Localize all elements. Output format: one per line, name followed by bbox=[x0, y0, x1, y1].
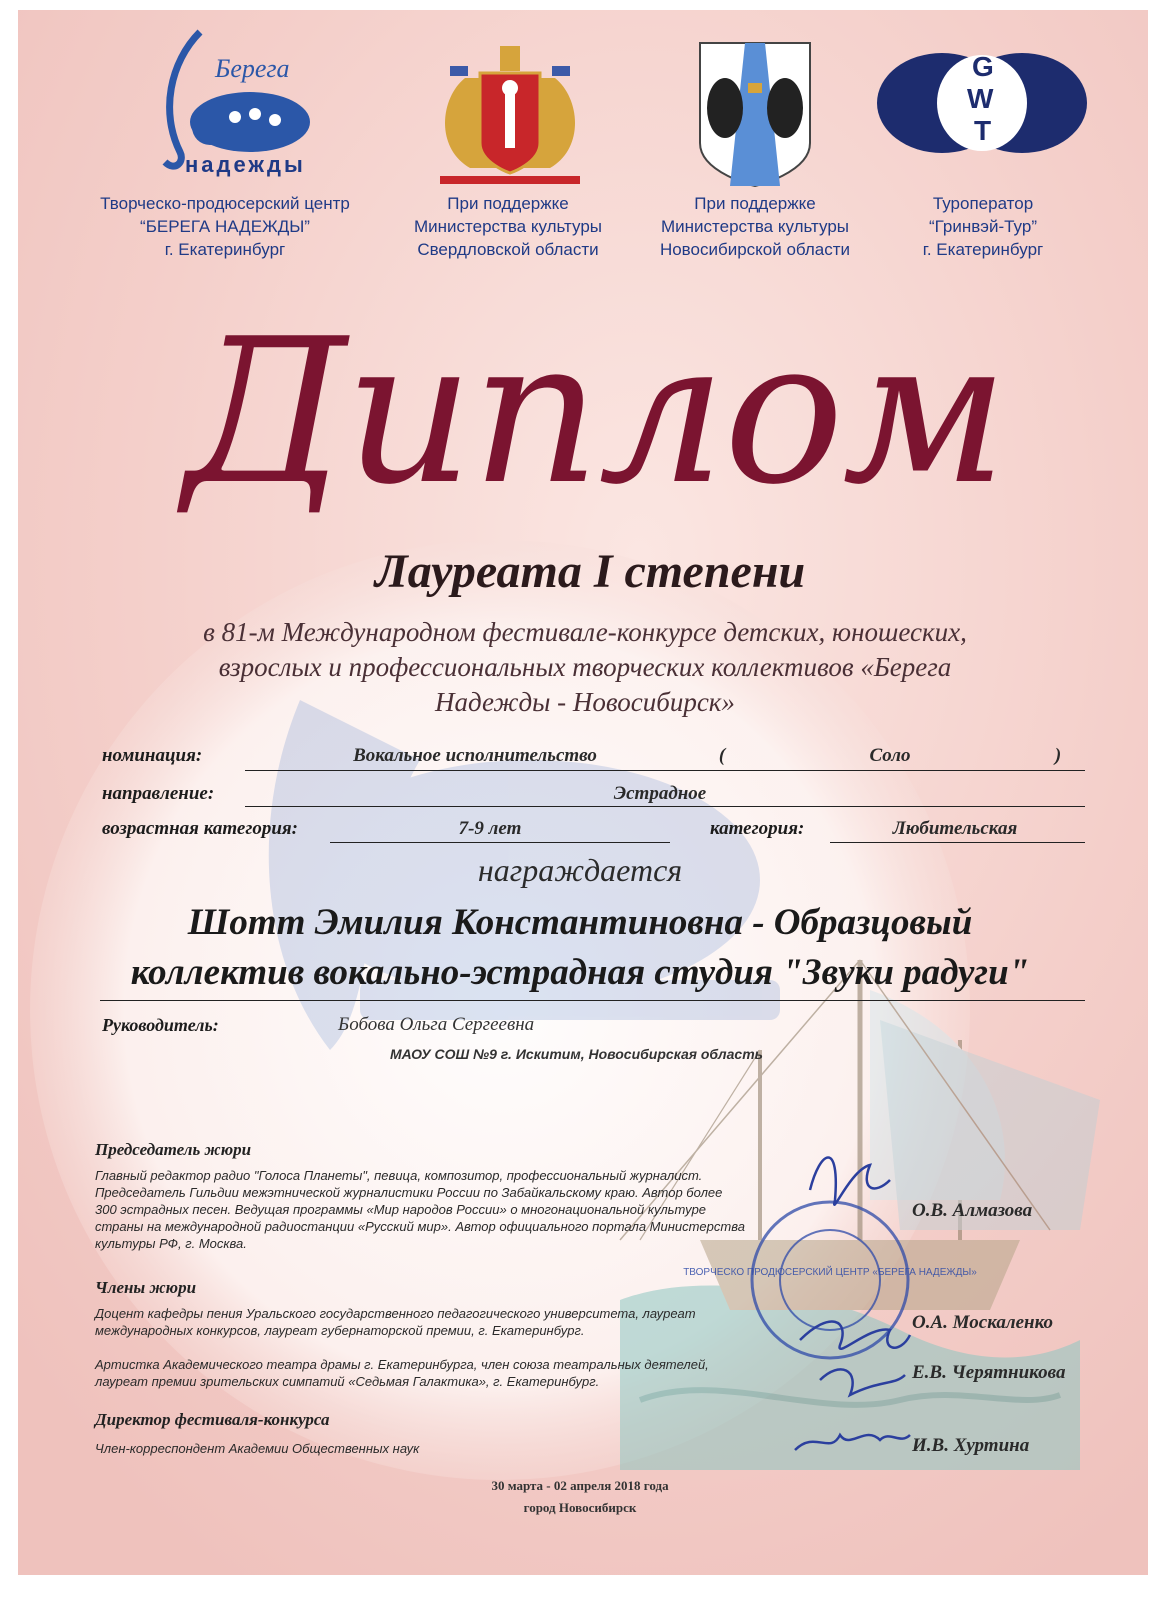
gwt-letter-t: T bbox=[974, 115, 992, 146]
jury-text-line: Председатель Гильдии межэтнической журналистики России по Забайкальскому краю. Автор более bbox=[95, 1185, 723, 1200]
logo-text-top: Берега bbox=[215, 54, 290, 83]
nomination-form: Соло bbox=[869, 745, 911, 766]
festival-line: в 81-м Международном фестивале-конкурсе детских, юношеских, bbox=[203, 617, 967, 647]
jury-chair-text bbox=[95, 1167, 815, 1252]
director-heading: Директор фестиваля-конкурса bbox=[95, 1410, 330, 1429]
caption-line: При поддержке bbox=[694, 194, 816, 213]
jury-text-line: лауреат премии зрительских симпатий «Седьмая Галактика», г. Екатеринбург. bbox=[95, 1374, 600, 1389]
recipient-underline bbox=[100, 1000, 1085, 1001]
sverdlovsk-coat-of-arms bbox=[410, 38, 610, 188]
festival-description bbox=[130, 615, 1040, 720]
caption-line: Туроператор bbox=[932, 194, 1034, 213]
category-label: категория: bbox=[710, 818, 805, 839]
festival-city: город Новосибирск bbox=[523, 1500, 637, 1515]
festival-dates: 30 марта - 02 апреля 2018 года bbox=[491, 1478, 669, 1493]
member2-name: Е.В. Черятникова bbox=[912, 1362, 1066, 1383]
age-category-value: 7-9 лет bbox=[458, 818, 522, 839]
direction-underline bbox=[245, 806, 1085, 807]
diploma-title: Диплом bbox=[184, 296, 1006, 529]
nomination-paren-close: ) bbox=[1054, 745, 1062, 766]
logo-text-bottom: надежды bbox=[185, 152, 306, 177]
gwt-letter-w: W bbox=[967, 83, 994, 114]
direction-label: направление: bbox=[102, 783, 215, 804]
recipient-line: Шотт Эмилия Константиновна - Образцовый bbox=[187, 902, 973, 943]
nomination-label: номинация: bbox=[102, 745, 203, 766]
category-value: Любительская bbox=[892, 818, 1018, 839]
chair-name: О.В. Алмазова bbox=[912, 1200, 1033, 1221]
nomination-underline bbox=[245, 770, 1085, 771]
jury-text-line: 300 эстрадных песен. Ведущая программы «Мир народов России» о многонациональной культуре bbox=[95, 1202, 707, 1217]
caption-line: Министерства культуры bbox=[413, 217, 602, 236]
caption-line: “БЕРЕГА НАДЕЖДЫ” bbox=[140, 217, 310, 236]
novosibirsk-coat-of-arms bbox=[690, 38, 820, 188]
caption-line: При поддержке bbox=[447, 194, 569, 213]
caption-line: Министерства культуры bbox=[660, 217, 849, 236]
jury-member2-text bbox=[95, 1356, 815, 1390]
nomination-paren-open: ( bbox=[718, 745, 726, 766]
director-name: И.В. Хуртина bbox=[912, 1435, 1030, 1456]
jury-text-line: Артистка Академического театра драмы г. Екатеринбурга, член союза театральных деятелей, bbox=[95, 1357, 709, 1372]
category-underline bbox=[830, 842, 1085, 843]
stamp-text: ТВОРЧЕСКО ПРОДЮСЕРСКИЙ ЦЕНТР «БЕРЕГА НАДЕЖДЫ» bbox=[683, 1267, 977, 1278]
jury-members-heading: Члены жюри bbox=[95, 1278, 197, 1297]
school-text: МАОУ СОШ №9 г. Искитим, Новосибирская область bbox=[390, 1046, 763, 1062]
jury-text-line: культуры РФ, г. Москва. bbox=[95, 1236, 247, 1251]
caption-line: г. Екатеринбург bbox=[922, 240, 1044, 259]
jury-member1-text bbox=[95, 1305, 815, 1339]
member1-name: О.А. Москаленко bbox=[912, 1312, 1053, 1333]
director-text bbox=[95, 1440, 815, 1457]
jury-chair-heading: Председатель жюри bbox=[95, 1140, 252, 1159]
diploma-subtitle: Лауреата I степени bbox=[374, 545, 806, 598]
leader-name: Бобова Ольга Сергеевна bbox=[338, 1014, 535, 1035]
caption-line: Свердловской области bbox=[417, 240, 599, 259]
age-category-label: возрастная категория: bbox=[102, 818, 299, 839]
caption-sverdlovsk bbox=[373, 192, 643, 261]
festival-line: Надежды - Новосибирск» bbox=[435, 687, 735, 717]
nomination-value: Вокальное исполнительство bbox=[353, 745, 597, 766]
recipient-line: коллектив вокально-эстрадная студия "Звуки радуги" bbox=[130, 952, 1030, 993]
age-underline bbox=[330, 842, 670, 843]
jury-text-line: страны на международной радиостанции «Русский мир». Автор официального портала Министерства bbox=[95, 1219, 745, 1234]
jury-text-line: международных конкурсов, лауреат губернаторской премии, г. Екатеринбург. bbox=[95, 1323, 585, 1338]
direction-value: Эстрадное bbox=[613, 783, 707, 804]
berega-nadezhdy-logo bbox=[130, 22, 330, 182]
gwt-logo bbox=[872, 48, 1092, 158]
caption-greenway bbox=[848, 192, 1118, 261]
caption-line: Творческо-продюсерский центр bbox=[100, 194, 350, 213]
jury-text-line: Главный редактор радио "Голоса Планеты", певица, композитор, профессиональный журналист. bbox=[95, 1168, 703, 1183]
caption-line: Новосибирской области bbox=[659, 240, 851, 259]
jury-text-line: Доцент кафедры пения Уральского государственного педагогического университета, лауреат bbox=[95, 1306, 696, 1321]
recipient-name bbox=[60, 898, 1100, 998]
leader-label: Руководитель: bbox=[102, 1015, 219, 1035]
jury-text-line: Член-корреспондент Академии Общественных наук bbox=[95, 1441, 420, 1456]
festival-line: взрослых и профессиональных творческих коллективов «Берега bbox=[218, 652, 952, 682]
awarded-text: награждается bbox=[477, 852, 683, 888]
signatures bbox=[780, 1110, 920, 1470]
gwt-letter-g: G bbox=[972, 51, 994, 82]
caption-line: “Гринвэй-Тур” bbox=[929, 217, 1037, 236]
caption-line: г. Екатеринбург bbox=[164, 240, 286, 259]
caption-berega bbox=[90, 192, 360, 261]
